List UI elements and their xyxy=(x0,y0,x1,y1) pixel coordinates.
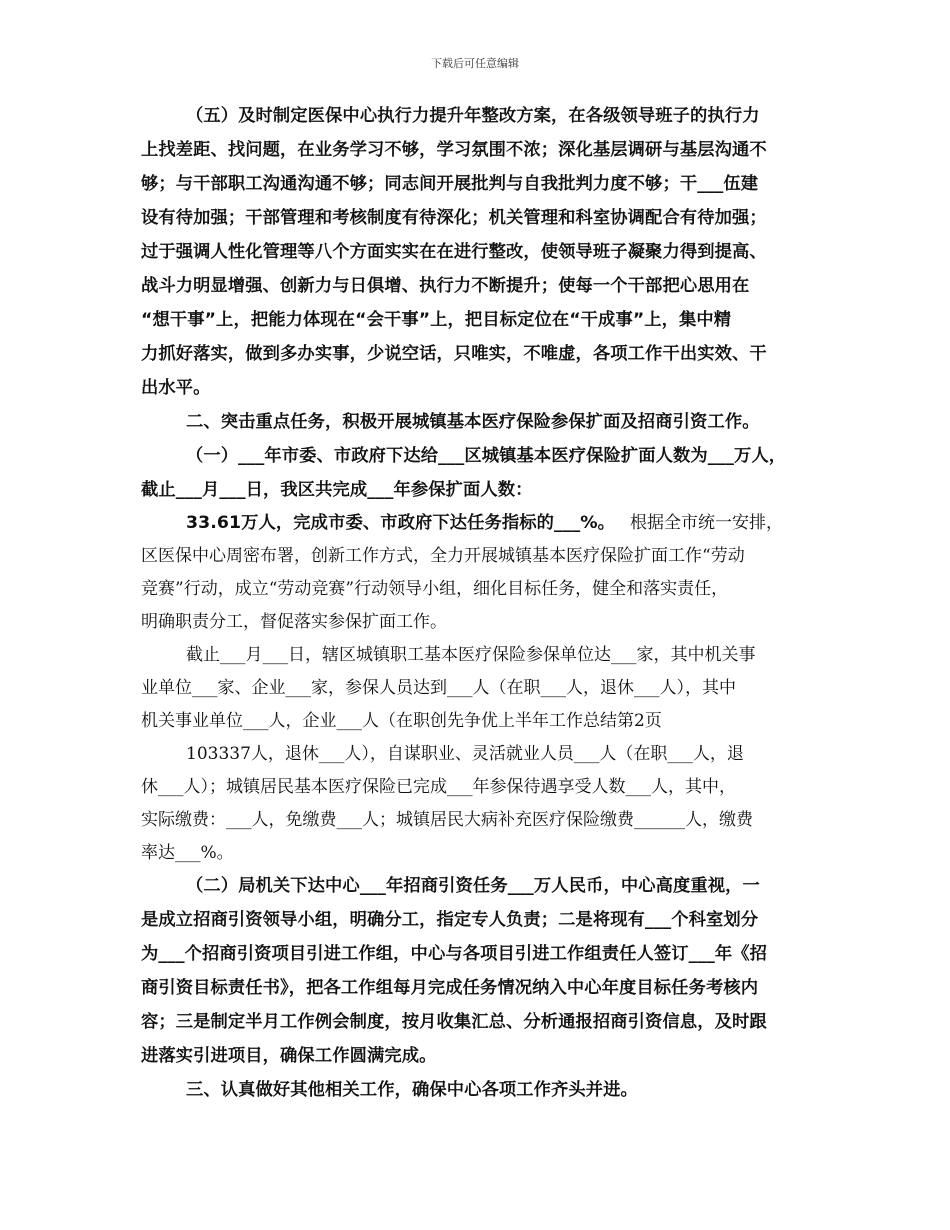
text-line: 实际缴费：___人，免缴费___人；城镇居民大病补充医疗保险缴费______人，缴费 xyxy=(141,810,753,830)
text-line: （一）___年市委、市政府下达给___区城镇基本医疗保险扩面人数为___万人， xyxy=(186,446,787,466)
text-line: 过于强调人性化管理等八个方面实实在在进行整改，使领导班子凝聚力得到提高、 xyxy=(141,242,767,262)
text-line: 战斗力明显增强、创新力与日俱增、执行力不断提升；使每一个干部把心思用在 xyxy=(141,276,750,296)
text-line: 容；三是制定半月工作例会制度，按月收集汇总、分析通报招商引资信息，及时跟 xyxy=(141,1012,767,1032)
text-line: （五）及时制定医保中心执行力提升年整改方案，在各级领导班子的执行力 xyxy=(186,106,760,126)
text-line: 上找差距、找问题，在业务学习不够，学习氛围不浓；深化基层调研与基层沟通不 xyxy=(141,140,767,160)
text-line: 商引资目标责任书》，把各工作组每月完成任务情况纳入中心年度目标任务考核内 xyxy=(141,978,759,998)
text-line: 竞赛”行动，成立“劳动竞赛”行动领导小组，细化目标任务，健全和落实责任， xyxy=(141,579,729,599)
text-line: 区医保中心周密布署，创新工作方式，全力开展城镇基本医疗保险扩面工作“劳动 xyxy=(141,546,745,566)
text-line: （二）局机关下达中心___年招商引资任务___万人民币，中心高度重视，一 xyxy=(186,876,760,896)
page-header: 下载后可任意编辑 xyxy=(431,57,519,70)
text-line: “想干事”上，把能力体现在“会干事”上，把目标定位在“干成事”上，集中精 xyxy=(141,310,732,330)
text-line: 二、突击重点任务，积极开展城镇基本医疗保险参保扩面及招商引资工作。 xyxy=(186,412,760,432)
text-line: 设有待加强；干部管理和考核制度有待深化；机关管理和科室协调配合有待加强； xyxy=(141,208,767,228)
text-line: 明确职责分工，督促落实参保扩面工作。 xyxy=(141,612,447,632)
text-line: 业单位___家、企业___家，参保人员达到___人（在职___人，退休___人），其中 xyxy=(141,678,736,698)
text-line: 够；与干部职工沟通沟通不够；同志间开展批判与自我批判力度不够；干___伍建 xyxy=(141,174,759,194)
text-line: 机关事业单位___人，企业___人（在职创先争优上半年工作总结第2页 xyxy=(141,711,662,731)
text-line: 是成立招商引资领导小组，明确分工，指定专人负责；二是将现有___个科室划分 xyxy=(141,910,759,930)
text-line: 率达___%。 xyxy=(141,843,234,863)
text-line: 休___人）；城镇居民基本医疗保险已完成___年参保待遇享受人数___人，其中， xyxy=(141,777,736,797)
text-line: 103337人，退休___人），自谋职业、灵活就业人员___人（在职___人，退 xyxy=(186,744,744,764)
text-line: 截止___月___日，我区共完成___年参保扩面人数： xyxy=(141,480,533,500)
text-line: 为___个招商引资项目引进工作组，中心与各项目引进工作组责任人签订___年《招 xyxy=(141,944,768,964)
text-line: 出水平。 xyxy=(141,378,211,398)
text-line: 33.61万人，完成市委、市政府下达任务指标的___%。 xyxy=(186,513,616,533)
text-line: 力抓好落实，做到多办实事，少说空话，只唯实，不唯虚，各项工作干出实效、干 xyxy=(141,344,767,364)
text-line: 进落实引进项目，确保工作圆满完成。 xyxy=(141,1046,437,1066)
text-line: 根据全市统一安排， xyxy=(630,513,783,533)
text-line: 截止___月___日，辖区城镇职工基本医疗保险参保单位达___家，其中机关事 xyxy=(186,645,756,665)
text-line: 三、认真做好其他相关工作，确保中心各项工作齐头并进。 xyxy=(186,1080,638,1100)
